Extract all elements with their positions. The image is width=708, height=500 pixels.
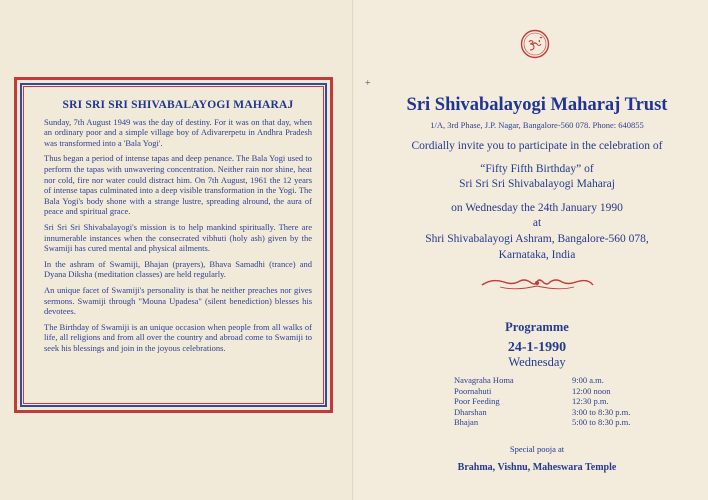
schedule-event: Navagraha Homa <box>454 375 514 385</box>
programme-day: Wednesday <box>508 355 566 369</box>
trust-title: Sri Shivabalayogi Maharaj Trust <box>406 95 668 115</box>
event-title: “Fifty Fifth Birthday” of <box>480 163 594 175</box>
schedule-time: 5:00 to 8:30 p.m. <box>572 417 631 428</box>
trust-address: 1/A, 3rd Phase, J.P. Nagar, Bangalore-560 078. Phone: 640855 <box>430 120 644 130</box>
programme-date: 24-1-1990 <box>507 340 567 355</box>
biography-paragraph: Sri Sri Sri Shivabalayogi's mission is to help mankind spiritually. There are innumerable instances when the consecrated vibhuti (holy ash) given by the Swamiji has cured mental and physical ailments. <box>44 221 312 254</box>
om-icon <box>520 29 550 59</box>
biography-paragraph: Sunday, 7th August 1949 was the day of destiny. For it was on that day, when an ordinary poor and a simple village boy of Adivarerpetu in Andhra Pradesh was transformed into a 'Bala Yogi'. <box>44 116 312 148</box>
biography-heading: SRI SRI SRI SHIVABALAYOGI MAHARAJ <box>62 99 294 111</box>
event-date: on Wednesday the 24th January 1990 <box>451 202 623 214</box>
venue-line-1: Shri Shivabalayogi Ashram, Bangalore-560 078, <box>425 233 649 245</box>
programme-schedule <box>454 375 630 428</box>
temple-name: Brahma, Vishnu, Maheswara Temple <box>457 462 617 473</box>
biography-text <box>44 100 312 358</box>
schedule-event: Poor Feeding <box>454 396 500 407</box>
schedule-row <box>454 386 630 397</box>
schedule-event: Dharshan <box>454 406 487 417</box>
schedule-row <box>454 396 630 407</box>
fold-line <box>352 0 354 500</box>
biography-paragraph: In the ashram of Swamiji, Bhajan (prayers), Bhava Samadhi (trance) and Dyana Diksha (meditation classes) are held regularly. <box>44 258 312 280</box>
crop-mark: + <box>365 78 371 89</box>
schedule-time: 12:00 noon <box>572 385 611 396</box>
biography-paragraph: Thus began a period of intense tapas and deep penance. The Bala Yogi used to perform the tapas with unwavering concentration. Neither rain nor shine, heat nor cold, fire nor water could distract him. On 7th August, 1961 the 12 years of intense tapas culminated into a deep visible transformation in the Yogi. The Bala Yogi's body shone with a strange lustre, spreading alround, the aura of peace and spiritual grace. <box>44 153 312 217</box>
schedule-time: 9:00 a.m. <box>572 375 604 385</box>
schedule-row <box>454 417 630 428</box>
programme-title: Programme <box>505 320 569 334</box>
pooja-note: Special pooja at <box>509 444 565 454</box>
schedule-time: 3:00 to 8:30 p.m. <box>572 406 631 417</box>
biography-paragraph: The Birthday of Swamiji is an unique occasion when people from all walks of life, all religions and from all over the country and abroad come to Swamiji to seek his blessings and join in the joyous celebrations. <box>44 321 312 353</box>
schedule-row <box>454 407 630 418</box>
schedule-event: Poornahuti <box>454 385 492 396</box>
event-at: at <box>532 217 542 229</box>
schedule-event: Bhajan <box>454 417 479 428</box>
event-honoree: Sri Sri Sri Shivabalayogi Maharaj <box>459 178 615 190</box>
ornament-divider-icon <box>480 276 595 292</box>
invitation-line: Cordially invite you to participate in the celebration of <box>411 140 663 152</box>
schedule-time: 12:30 p.m. <box>572 396 609 407</box>
biography-paragraph: An unique facet of Swamiji's personality is that he neither preaches nor gives sermons. Swamiji through "Mouna Upadesa" (silent benediction) blesses his devotees. <box>44 284 312 317</box>
venue-line-2: Karnataka, India <box>498 249 576 261</box>
schedule-row <box>454 375 630 386</box>
